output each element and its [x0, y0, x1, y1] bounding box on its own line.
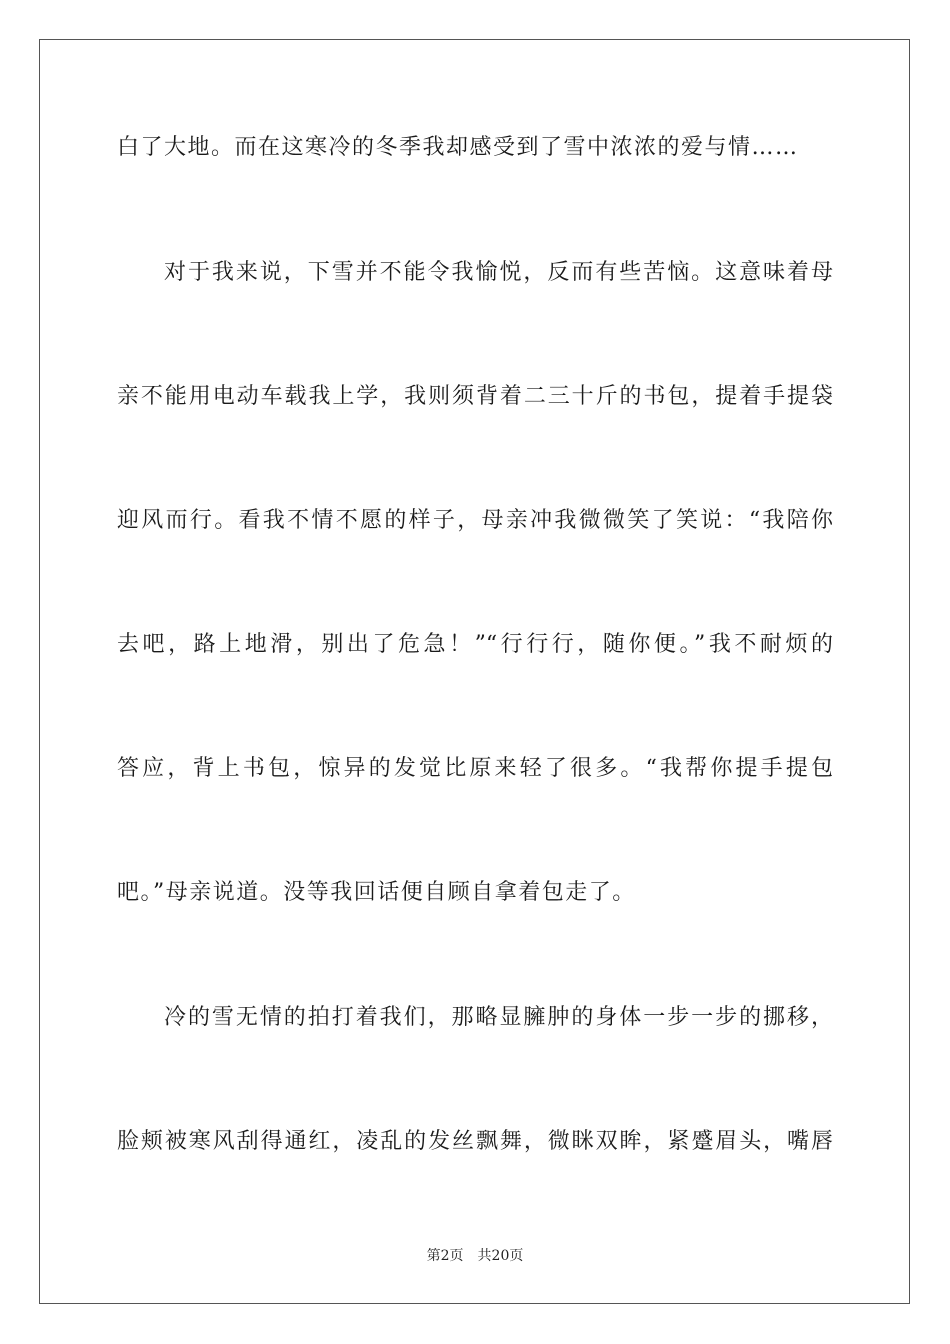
text-line-9: 脸颊被寒风刮得通红，凌乱的发丝飘舞，微眯双眸，紧蹙眉头，嘴唇	[117, 1129, 833, 1154]
text-line-7: 吧。”母亲说道。没等我回话便自顾自拿着包走了。	[117, 880, 636, 905]
text-line-4: 迎风而行。看我不情不愿的样子，母亲冲我微微笑了笑说：“我陪你	[117, 508, 833, 533]
total-pages: 共20页	[477, 1248, 524, 1264]
text-line-5: 去吧，路上地滑，别出了危急！”“行行行，随你便。”我不耐烦的	[117, 632, 833, 657]
text-line-1: 白了大地。而在这寒冷的冬季我却感受到了雪中浓浓的爱与情……	[117, 135, 799, 160]
text-line-2: 对于我来说，下雪并不能令我愉悦，反而有些苦恼。这意味着母	[164, 260, 833, 285]
text-line-8: 冷的雪无情的拍打着我们，那略显臃肿的身体一步一步的挪移，	[164, 1005, 833, 1030]
text-line-6: 答应，背上书包，惊异的发觉比原来轻了很多。“我帮你提手提包	[117, 756, 833, 781]
page-number: 第2页	[426, 1248, 464, 1264]
page-border	[39, 39, 910, 1304]
text-line-3: 亲不能用电动车载我上学，我则须背着二三十斤的书包，提着手提袋	[117, 384, 833, 409]
page-footer	[0, 1246, 950, 1266]
